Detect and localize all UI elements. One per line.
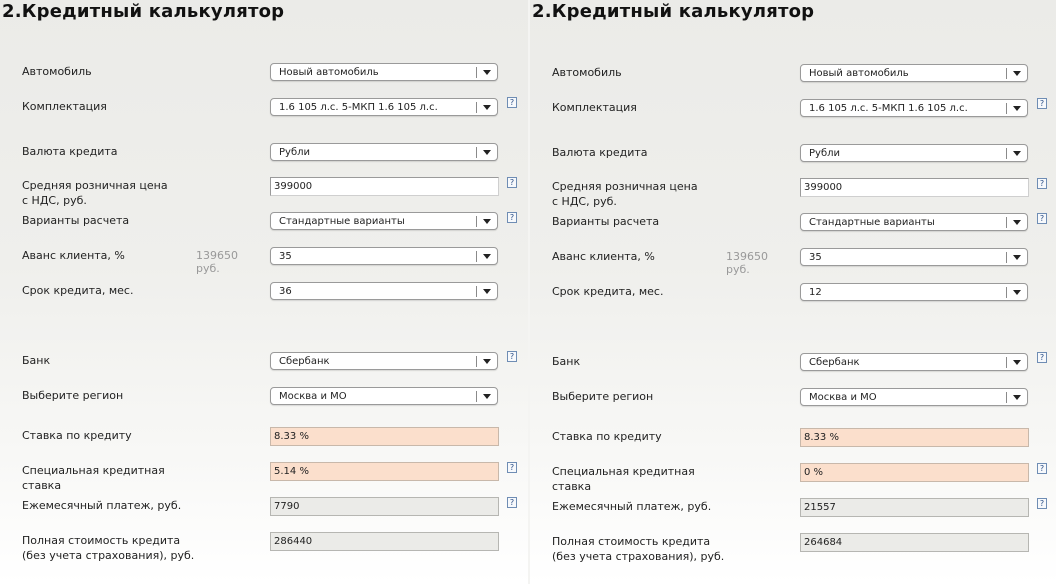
term-label: Срок кредита, мес. (22, 284, 134, 297)
region-select[interactable] (270, 387, 498, 405)
chevron-down-icon (483, 254, 491, 259)
special-rate-field: 0 % (800, 463, 1029, 482)
total-cost-field: 286440 (270, 532, 499, 551)
chevron-down-icon (1013, 290, 1021, 295)
calculator-title: 2.Кредитный калькулятор (532, 1, 815, 22)
chevron-down-icon (1013, 106, 1021, 111)
price-input[interactable]: 399000 (270, 177, 499, 196)
region-select[interactable] (800, 388, 1028, 406)
help-icon[interactable]: ? (507, 177, 517, 188)
calculator-title: 2.Кредитный калькулятор (2, 1, 285, 22)
select-separator (1006, 68, 1007, 79)
trim-select[interactable] (270, 98, 498, 116)
trim-label: Комплектация (552, 101, 637, 114)
currency-select-value: Рубли (809, 148, 841, 159)
currency-select-value: Рубли (279, 147, 311, 158)
total-cost-field: 264684 (800, 533, 1029, 552)
chevron-down-icon (1013, 255, 1021, 260)
calc-variants-select[interactable] (270, 212, 498, 230)
monthly-payment-field: 7790 (270, 497, 499, 516)
chevron-down-icon (483, 70, 491, 75)
calc-variants-value: Стандартные варианты (809, 217, 935, 228)
trim-select[interactable] (800, 99, 1028, 117)
advance-amount: 139650 руб. (196, 249, 238, 275)
select-separator (476, 391, 477, 402)
car-select-value: Новый автомобиль (279, 67, 379, 78)
help-icon[interactable]: ? (1037, 178, 1047, 189)
chevron-down-icon (483, 105, 491, 110)
trim-select-value: 1.6 105 л.с. 5-МКП 1.6 105 л.с. (809, 103, 968, 114)
select-separator (476, 356, 477, 367)
help-icon[interactable]: ? (507, 212, 517, 223)
select-separator (1006, 392, 1007, 403)
rate-field: 8.33 % (800, 428, 1029, 447)
calc-variants-value: Стандартные варианты (279, 216, 405, 227)
chevron-down-icon (483, 289, 491, 294)
car-select[interactable] (270, 63, 498, 81)
price-label: Средняя розничная цена с НДС, руб. (552, 180, 698, 208)
advance-amount: 139650 руб. (726, 250, 768, 276)
term-select[interactable] (800, 283, 1028, 301)
monthly-payment-label: Ежемесячный платеж, руб. (22, 499, 182, 512)
chevron-down-icon (483, 150, 491, 155)
bank-select-value: Сбербанк (279, 356, 330, 367)
bank-select-value: Сбербанк (809, 357, 860, 368)
term-select[interactable] (270, 282, 498, 300)
select-separator (1006, 217, 1007, 228)
help-icon[interactable]: ? (1037, 498, 1047, 509)
trim-select-value: 1.6 105 л.с. 5-МКП 1.6 105 л.с. (279, 102, 438, 113)
chevron-down-icon (1013, 360, 1021, 365)
advance-select[interactable] (800, 248, 1028, 266)
monthly-payment-label: Ежемесячный платеж, руб. (552, 500, 712, 513)
select-separator (1006, 357, 1007, 368)
currency-select[interactable] (270, 143, 498, 161)
select-separator (1006, 252, 1007, 263)
term-label: Срок кредита, мес. (552, 285, 664, 298)
rate-field: 8.33 % (270, 427, 499, 446)
total-cost-label: Полная стоимость кредита (без учета страхования), руб. (22, 534, 195, 562)
calc-variants-select[interactable] (800, 213, 1028, 231)
term-select-value: 12 (809, 287, 822, 298)
select-separator (1006, 148, 1007, 159)
select-separator (476, 102, 477, 113)
price-label: Средняя розничная цена с НДС, руб. (22, 179, 168, 207)
currency-label: Валюта кредита (22, 145, 118, 158)
help-icon[interactable]: ? (1037, 352, 1047, 363)
region-label: Выберите регион (22, 389, 124, 402)
select-separator (476, 286, 477, 297)
calc-variants-label: Варианты расчета (22, 214, 130, 227)
select-separator (476, 216, 477, 227)
car-label: Автомобиль (552, 66, 622, 79)
help-icon[interactable]: ? (507, 462, 517, 473)
special-rate-field: 5.14 % (270, 462, 499, 481)
bank-label: Банк (22, 354, 51, 367)
advance-label: Аванс клиента, % (22, 249, 125, 262)
bank-select[interactable] (800, 353, 1028, 371)
select-separator (1006, 287, 1007, 298)
rate-label: Ставка по кредиту (552, 430, 662, 443)
help-icon[interactable]: ? (1037, 98, 1047, 109)
advance-label: Аванс клиента, % (552, 250, 655, 263)
special-rate-label: Специальная кредитная ставка (22, 464, 165, 492)
help-icon[interactable]: ? (507, 97, 517, 108)
chevron-down-icon (483, 394, 491, 399)
help-icon[interactable]: ? (507, 497, 517, 508)
chevron-down-icon (1013, 220, 1021, 225)
total-cost-label: Полная стоимость кредита (без учета страхования), руб. (552, 535, 725, 563)
special-rate-label: Специальная кредитная ставка (552, 465, 695, 493)
chevron-down-icon (1013, 151, 1021, 156)
help-icon[interactable]: ? (507, 351, 517, 362)
select-separator (1006, 103, 1007, 114)
currency-label: Валюта кредита (552, 146, 648, 159)
trim-label: Комплектация (22, 100, 107, 113)
advance-select[interactable] (270, 247, 498, 265)
currency-select[interactable] (800, 144, 1028, 162)
bank-label: Банк (552, 355, 581, 368)
chevron-down-icon (1013, 71, 1021, 76)
region-select-value: Москва и МО (279, 391, 347, 402)
select-separator (476, 251, 477, 262)
price-input[interactable]: 399000 (800, 178, 1029, 197)
car-label: Автомобиль (22, 65, 92, 78)
calc-variants-label: Варианты расчета (552, 215, 660, 228)
monthly-payment-field: 21557 (800, 498, 1029, 517)
car-select[interactable] (800, 64, 1028, 82)
chevron-down-icon (1013, 395, 1021, 400)
region-select-value: Москва и МО (809, 392, 877, 403)
term-select-value: 36 (279, 286, 292, 297)
advance-select-value: 35 (809, 252, 822, 263)
car-select-value: Новый автомобиль (809, 68, 909, 79)
chevron-down-icon (483, 219, 491, 224)
help-icon[interactable]: ? (1037, 463, 1047, 474)
credit-calculator-panel-right (530, 0, 1056, 584)
advance-select-value: 35 (279, 251, 292, 262)
select-separator (476, 147, 477, 158)
rate-label: Ставка по кредиту (22, 429, 132, 442)
region-label: Выберите регион (552, 390, 654, 403)
select-separator (476, 67, 477, 78)
chevron-down-icon (483, 359, 491, 364)
bank-select[interactable] (270, 352, 498, 370)
help-icon[interactable]: ? (1037, 213, 1047, 224)
